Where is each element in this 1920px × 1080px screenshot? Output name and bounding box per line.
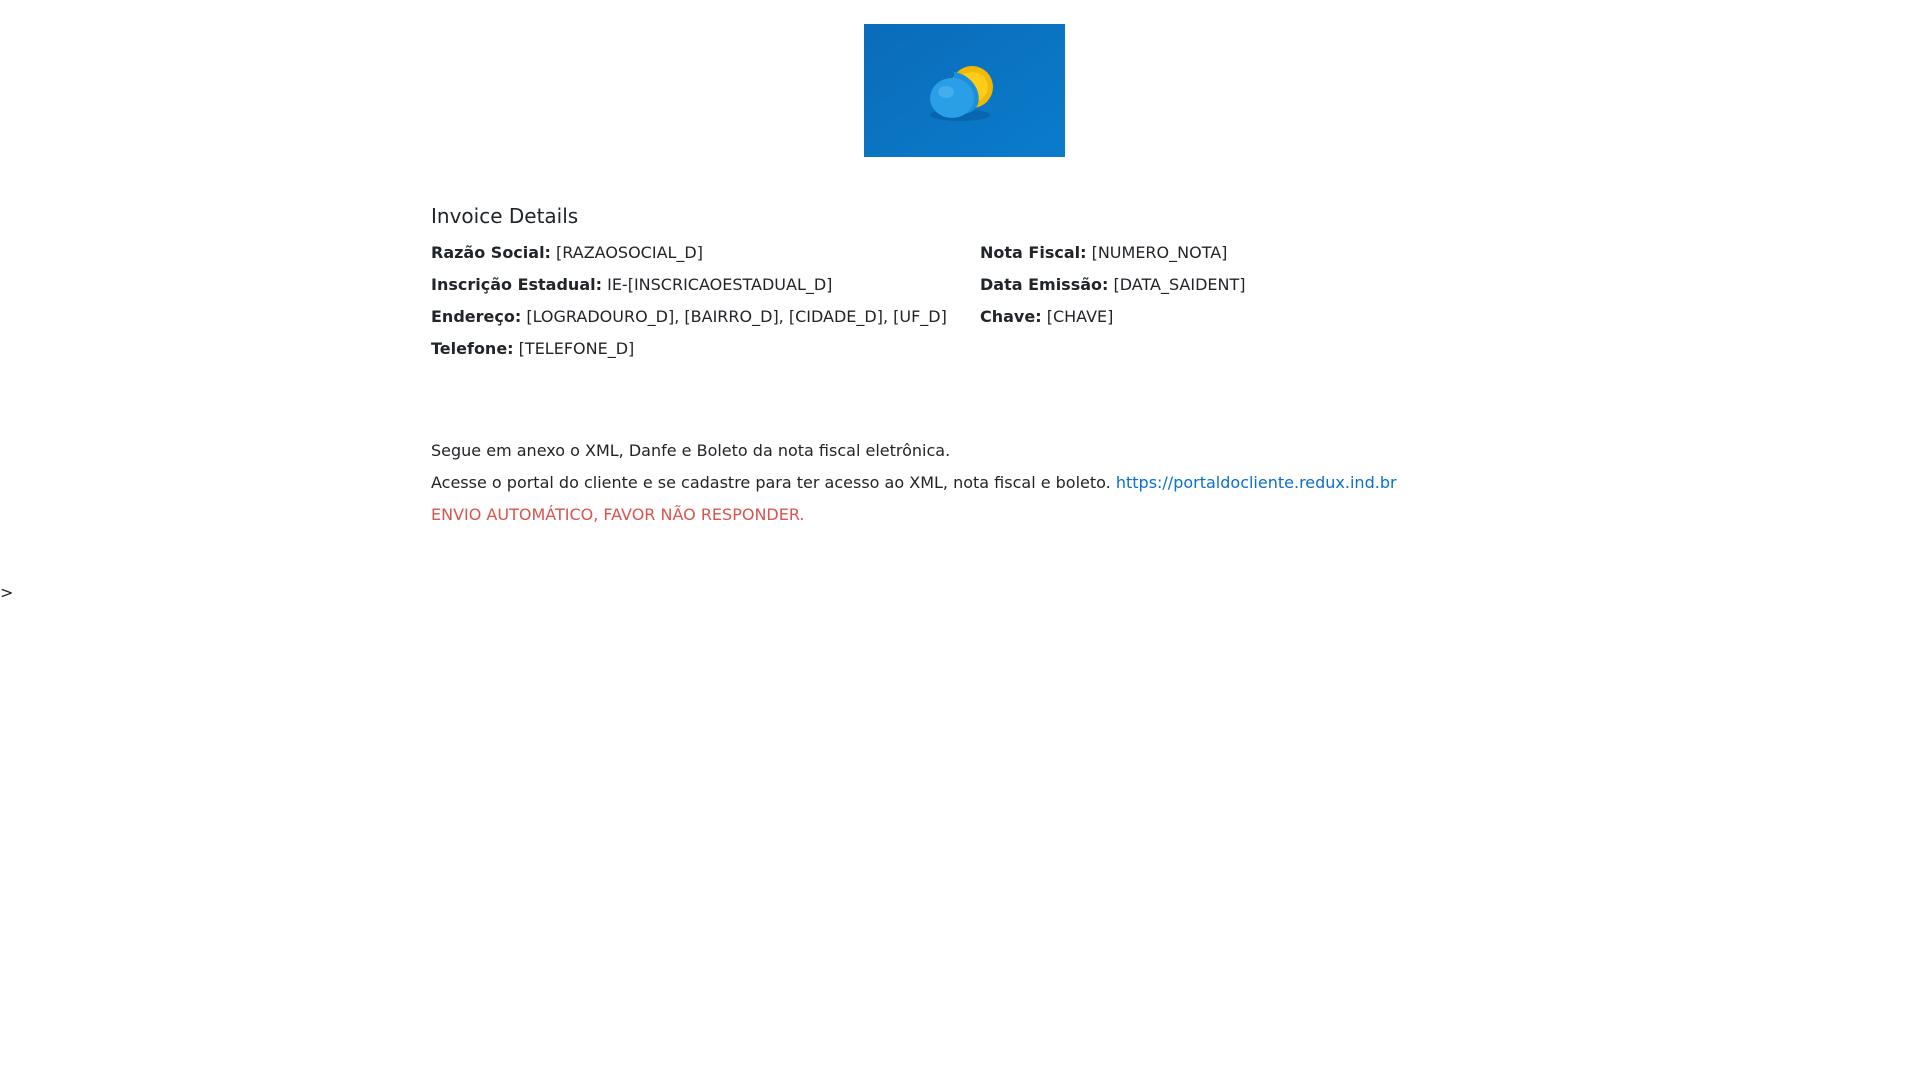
field-label: Data Emissão: (980, 275, 1109, 294)
field-inscricao-estadual (431, 274, 980, 296)
field-value: [TELEFONE_D] (518, 339, 635, 358)
customer-column (431, 242, 980, 370)
portal-note: Acesse o portal do cliente e se cadastre para ter acesso ao XML, nota fiscal e boleto. (431, 473, 1111, 492)
header-image (864, 24, 1065, 157)
field-value: [LOGRADOURO_D], [BAIRRO_D], [CIDADE_D], [UF_D] (526, 307, 947, 326)
section-title: Invoice Details (431, 204, 579, 228)
field-value: IE-[INSCRICAOESTADUAL_D] (607, 275, 833, 294)
invoice-container (431, 200, 1491, 536)
field-value: [RAZAOSOCIAL_D] (556, 243, 703, 262)
field-value: [DATA_SAIDENT] (1113, 275, 1246, 294)
invoice-column (980, 242, 1491, 370)
field-label: Razão Social: (431, 243, 551, 262)
field-value: [NUMERO_NOTA] (1091, 243, 1228, 262)
field-label: Telefone: (431, 339, 514, 358)
field-nota-fiscal (980, 242, 1491, 264)
no-reply-warning: ENVIO AUTOMÁTICO, FAVOR NÃO RESPONDER. (431, 505, 805, 524)
blue-egg-orange-yolk-image (864, 24, 1065, 157)
field-razao-social (431, 242, 980, 264)
attachment-note: Segue em anexo o XML, Danfe e Boleto da nota fiscal eletrônica. (431, 441, 951, 460)
field-value: [CHAVE] (1046, 307, 1114, 326)
message-block (431, 440, 1491, 526)
stray-character: > (0, 583, 14, 602)
field-label: Inscrição Estadual: (431, 275, 602, 294)
portal-note-line (431, 472, 1491, 494)
field-label: Endereço: (431, 307, 522, 326)
portal-link[interactable]: https://portaldocliente.redux.ind.br (1115, 473, 1397, 492)
field-label: Chave: (980, 307, 1042, 326)
invoice-details (431, 242, 1491, 370)
field-chave (980, 306, 1491, 328)
field-endereco (431, 306, 980, 328)
field-label: Nota Fiscal: (980, 243, 1087, 262)
field-data-emissao (980, 274, 1491, 296)
field-telefone (431, 338, 980, 360)
